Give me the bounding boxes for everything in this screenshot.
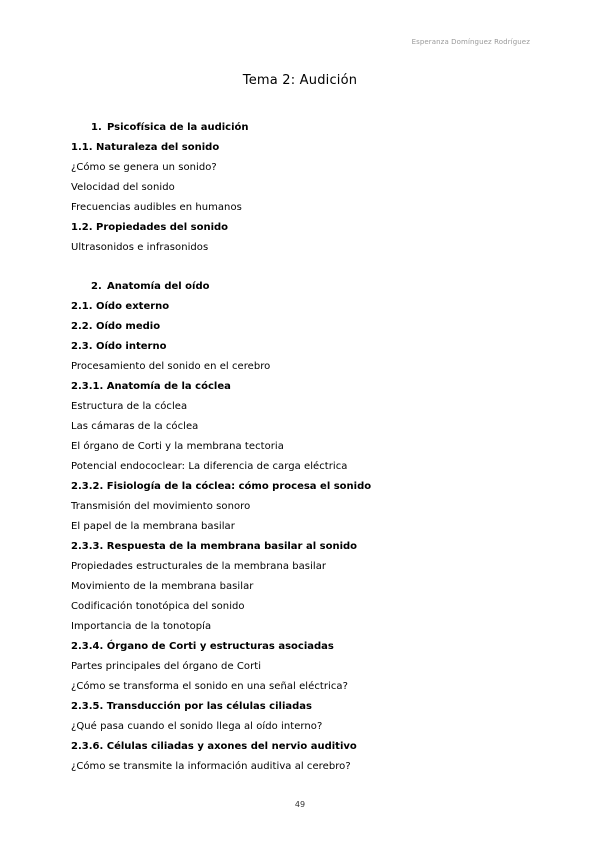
table-of-contents bbox=[71, 118, 541, 777]
list-item: ¿Cómo se transmite la información auditiva al cerebro? bbox=[71, 761, 351, 772]
subsection-heading: 2.3.5. Transducción por las células ciliadas bbox=[71, 701, 312, 712]
page-title: Tema 2: Audición bbox=[242, 73, 358, 88]
subsection-heading: 1.2. Propiedades del sonido bbox=[71, 222, 229, 233]
list-item: Las cámaras de la cóclea bbox=[71, 421, 199, 432]
list-item: Partes principales del órgano de Corti bbox=[71, 661, 262, 672]
list-item: Codificación tonotópica del sonido bbox=[71, 601, 245, 612]
list-item: Potencial endococlear: La diferencia de carga eléctrica bbox=[71, 461, 348, 472]
chapter-number: 2. bbox=[91, 281, 102, 292]
list-item: ¿Cómo se genera un sonido? bbox=[71, 162, 217, 173]
chapter-label: Anatomía del oído bbox=[107, 281, 210, 292]
list-item: Transmisión del movimiento sonoro bbox=[71, 501, 251, 512]
list-item: El órgano de Corti y la membrana tectoria bbox=[71, 441, 284, 452]
list-item: Procesamiento del sonido en el cerebro bbox=[71, 361, 271, 372]
subsection-heading: 2.3.4. Órgano de Corti y estructuras asociadas bbox=[71, 641, 334, 652]
page-number: 49 bbox=[294, 800, 306, 809]
chapter-number: 1. bbox=[91, 122, 102, 133]
list-item: Propiedades estructurales de la membrana basilar bbox=[71, 561, 327, 572]
list-item: Movimiento de la membrana basilar bbox=[71, 581, 254, 592]
list-item: ¿Qué pasa cuando el sonido llega al oído interno? bbox=[71, 721, 323, 732]
list-item: Velocidad del sonido bbox=[71, 182, 175, 193]
subsection-heading: 1.1. Naturaleza del sonido bbox=[71, 142, 220, 153]
chapter-heading-2 bbox=[71, 277, 541, 297]
subsection-heading: 2.2. Oído medio bbox=[71, 321, 161, 332]
subsection-heading: 2.3.2. Fisiología de la cóclea: cómo procesa el sonido bbox=[71, 481, 372, 492]
running-header-author: Esperanza Domínguez Rodríguez bbox=[411, 38, 530, 46]
subsection-heading: 2.3.6. Células ciliadas y axones del nervio auditivo bbox=[71, 741, 357, 752]
list-item: Importancia de la tonotopía bbox=[71, 621, 212, 632]
list-item: El papel de la membrana basilar bbox=[71, 521, 235, 532]
list-item: Frecuencias audibles en humanos bbox=[71, 202, 242, 213]
list-item: ¿Cómo se transforma el sonido en una señal eléctrica? bbox=[71, 681, 348, 692]
chapter-label: Psicofísica de la audición bbox=[107, 122, 249, 133]
subsection-heading: 2.3. Oído interno bbox=[71, 341, 167, 352]
subsection-heading: 2.3.3. Respuesta de la membrana basilar al sonido bbox=[71, 541, 358, 552]
subsection-heading: 2.3.1. Anatomía de la cóclea bbox=[71, 381, 231, 392]
list-item: Ultrasonidos e infrasonidos bbox=[71, 242, 209, 253]
section-spacer bbox=[71, 258, 541, 277]
chapter-heading-1 bbox=[71, 118, 541, 138]
list-item: Estructura de la cóclea bbox=[71, 401, 188, 412]
subsection-heading: 2.1. Oído externo bbox=[71, 301, 170, 312]
